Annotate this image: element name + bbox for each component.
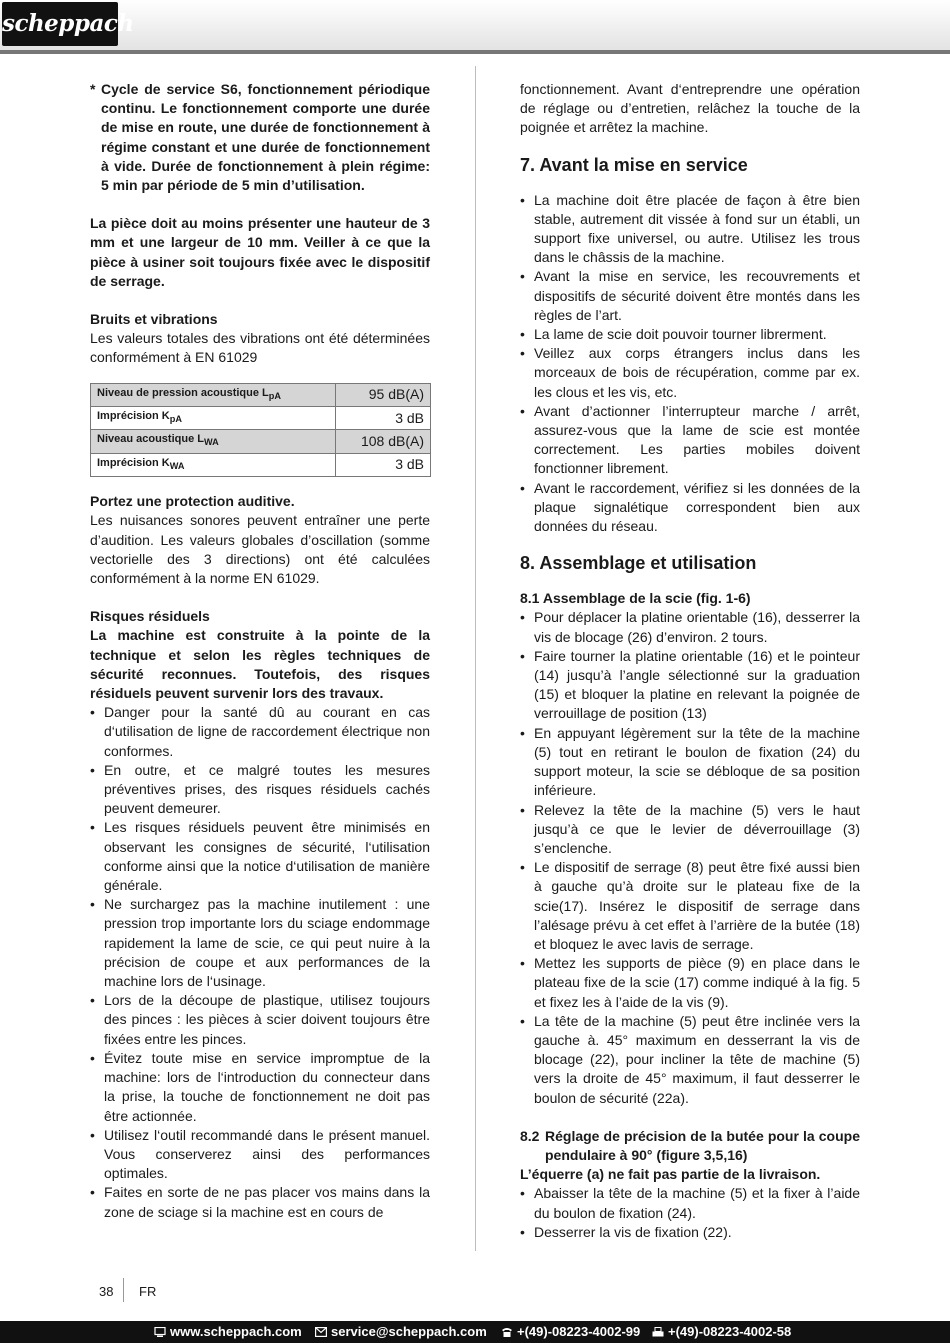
list-item: • Avant d’actionner l’interrupteur marche / arrêt, assurez-vous que la lame de scie est montée correctement. Les parties mobiles doivent fonctionner librement.	[520, 402, 860, 479]
table-row	[91, 407, 431, 430]
list-item: • Desserrer la vis de fixation (22).	[520, 1223, 860, 1242]
phone-icon	[501, 1327, 513, 1337]
fax-icon	[652, 1327, 664, 1337]
subsection-number: 8.2	[520, 1127, 540, 1144]
table-label: Imprécision $K_{WA}$	[91, 453, 336, 476]
hearing-heading: Portez une protection auditive.	[90, 493, 295, 510]
table-value: 3 dB	[336, 453, 431, 476]
page-language: FR	[139, 1284, 157, 1299]
footer-email[interactable]	[315, 1324, 487, 1339]
continuation-text: fonctionnement. Avant d‘entreprendre une opération de réglage ou d’entretien, relâchez la touche de la poignée et arrêtez la machine.	[520, 81, 860, 136]
list-item: • Le dispositif de serrage (8) peut être fixé aussi bien à gauche qu’à droite sur le plateau fixe de la scie(17). Insérez le dispositif de serrage dans l’alésage prévu à cet effet à l’arrière de la butée (18) et bloquez le avec lavis de serrage.	[520, 858, 860, 954]
noise-heading: Bruits et vibrations	[90, 311, 218, 328]
list-item: • Ne surchargez pas la machine inutilement : une pression trop importante lors du sciage endommage rapidement la lame de scie, ce qui peut nuire à la précision de coupe et aux performances de la machine lors de l‘usinage.	[90, 895, 430, 991]
list-item: • Évitez toute mise en service impromptue de la machine: lors de l‘introduction du connecteur dans la prise, la touche de fonctionnement ne doit pas être actionnée.	[90, 1049, 430, 1126]
table-value: 95 dB(A)	[336, 383, 431, 406]
list-item: • Lors de la découpe de plastique, utilisez toujours des pinces : les pièces à scier doivent toujours être fixées entre les pinces.	[90, 991, 430, 1049]
footer-web-text: www.scheppach.com	[170, 1324, 302, 1339]
list-item: • Faites en sorte de ne pas placer vos mains dans la zone de sciage si la machine est en cours de	[90, 1183, 430, 1221]
list-item: • La tête de la machine (5) peut être inclinée vers la gauche à. 45° maximum en desserrant la vis de blocage (22), pour incliner la tête de machine (5) vers la droite de 45° maximum, il faut desserrer le boulon de sécurité (22a).	[520, 1012, 860, 1108]
subsection-8-1-list	[520, 608, 860, 1107]
list-item: • Relevez la tête de la machine (5) vers le haut jusqu’à ce que le levier de déverrouillage (3) s’enclenche.	[520, 801, 860, 859]
footer-phone[interactable]	[501, 1324, 640, 1339]
page-number-separator	[123, 1278, 124, 1302]
footer-email-text: service@scheppach.com	[331, 1324, 487, 1339]
list-item: • Faire tourner la platine orientable (16) et le pointeur (14) jusqu’à l’angle sélectionné sur la graduation (15) et bloquer la platine en relevant la poignée de verrouillage de position (13)	[520, 647, 860, 724]
page-number: 38	[99, 1284, 114, 1299]
list-item: • Avant le raccordement, vérifiez si les données de la plaque signalétique correspondent bien aux données du réseau.	[520, 479, 860, 537]
list-item: • En outre, et ce malgré toutes les mesures préventives prises, des risques résiduels cachés peuvent demeurer.	[90, 761, 430, 819]
table-label: Niveau de pression acoustique $L_{pA}$	[91, 383, 336, 406]
subsection-8-2-title	[520, 1127, 860, 1165]
list-item: • En appuyant légèrement sur la tête de la machine (5) tout en retirant le boulon de fixation (24) du support moteur, la scie se débloque de sa position inférieure.	[520, 724, 860, 801]
section-8-title: 8. Assemblage et utilisation	[520, 553, 757, 574]
note-mark: *	[90, 81, 96, 97]
list-item: • La machine doit être placée de façon à être bien stable, autrement dit vissée à fond sur un établi, un support fixe universel, ou autre. Utilisez les trous dans le châssis de la machine.	[520, 191, 860, 268]
list-item: • Avant la mise en service, les recouvrements et dispositifs de sécurité doivent être montés dans les règles de l’art.	[520, 267, 860, 325]
list-item: • Mettez les supports de pièce (9) en place dans le plateau fixe de la scie (17) comme indiqué à la fig. 5 et fixez les à l’aide de la vis (9).	[520, 954, 860, 1012]
table-row	[91, 430, 431, 453]
subsection-8-1-title: 8.1 Assemblage de la scie (fig. 1-6)	[520, 590, 751, 607]
workpiece-requirement: La pièce doit au moins présenter une hauteur de 3 mm et une largeur de 10 mm. Veiller à ce que la pièce à usiner soit toujours fixée avec le dispositif de serrage.	[90, 215, 430, 289]
table-row	[91, 383, 431, 406]
computer-icon	[154, 1327, 166, 1337]
table-label: Imprécision $K_{pA}$	[91, 407, 336, 430]
column-divider	[475, 66, 476, 1251]
page-header	[0, 0, 950, 54]
risks-intro: La machine est construite à la pointe de la technique et selon les règles techniques de sécurité reconnues. Toutefois, des risques résiduels peuvent survenir lors des travaux.	[90, 627, 430, 702]
noise-text: Les valeurs totales des vibrations ont été déterminées conformément à EN 61029	[90, 330, 430, 366]
risks-list	[90, 703, 430, 1221]
risks-heading: Risques résiduels	[90, 608, 210, 625]
list-item: • Pour déplacer la platine orientable (16), desserrer la vis de blocage (26) d’environ. 2 tours.	[520, 608, 860, 646]
list-item: • Les risques résiduels peuvent être minimisés en observant les consignes de sécurité, l‘utilisation conforme ainsi que la notice d‘utilisation de manière générale.	[90, 818, 430, 895]
subsection-8-2-note: L’équerre (a) ne fait pas partie de la livraison.	[520, 1166, 821, 1183]
table-row	[91, 453, 431, 476]
duty-cycle-note	[90, 80, 430, 195]
duty-cycle-text: Cycle de service S6, fonctionnement périodique continu. Le fonctionnement comporte une durée de mise en route, une durée de fonctionnement à régime constant et une durée de fonctionnement à vide. Durée de fonctionnement à plein régime: 5 min par période de 5 min d’utilisation.	[101, 81, 430, 194]
list-item: • Danger pour la santé dû au courant en cas d‘utilisation de ligne de raccordement électrique non conformes.	[90, 703, 430, 761]
subsection-8-2-list	[520, 1184, 860, 1242]
footer-web[interactable]	[154, 1324, 302, 1339]
footer-fax-text: +(49)-08223-4002-58	[668, 1324, 792, 1339]
scheppach-logo: scheppach	[2, 2, 118, 46]
contact-footer	[0, 1321, 950, 1343]
hearing-text: Les nuisances sonores peuvent entraîner une perte d’audition. Les valeurs globales d’oscillation (somme vectorielle des 3 directions) ont été calculées conformément à la norme EN 61029.	[90, 512, 430, 587]
table-label: Niveau acoustique $L_{WA}$	[91, 430, 336, 453]
right-column	[520, 80, 860, 1242]
footer-phone-text: +(49)-08223-4002-99	[517, 1324, 641, 1339]
table-value: 3 dB	[336, 407, 431, 430]
subsection-title-text: Réglage de précision de la butée pour la coupe pendulaire à 90° (figure 3,5,16)	[545, 1127, 860, 1163]
noise-values-table	[90, 383, 431, 478]
table-value: 108 dB(A)	[336, 430, 431, 453]
list-item: • Veillez aux corps étrangers inclus dans les morceaux de bois de récupération, comme par ex. les clous et les vis, etc.	[520, 344, 860, 402]
left-column	[90, 80, 430, 1222]
section-7-title: 7. Avant la mise en service	[520, 154, 748, 175]
list-item: • Utilisez l‘outil recommandé dans le présent manuel. Vous conserverez ainsi des performances optimales.	[90, 1126, 430, 1184]
list-item: • La lame de scie doit pouvoir tourner librerment.	[520, 325, 860, 344]
envelope-icon	[315, 1327, 327, 1337]
footer-fax[interactable]	[652, 1324, 791, 1339]
section-7-list	[520, 191, 860, 537]
list-item: • Abaisser la tête de la machine (5) et la fixer à l’aide du boulon de fixation (24).	[520, 1184, 860, 1222]
